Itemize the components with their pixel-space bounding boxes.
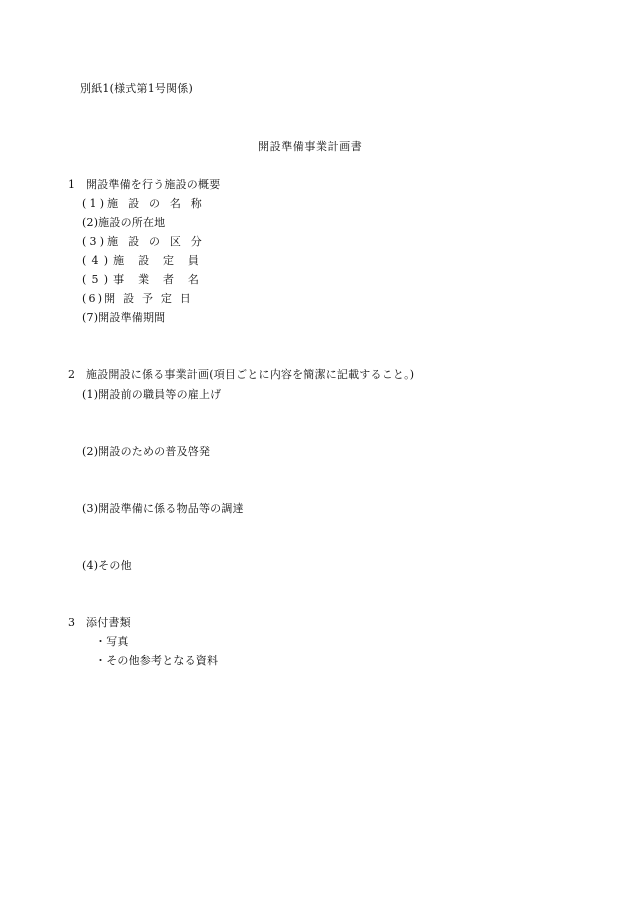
facility-category-label: (3)施 設 の 区 分 bbox=[82, 235, 205, 248]
facility-address-label: (2)施設の所在地 bbox=[82, 216, 166, 229]
section-2-heading: 施設開設に係る事業計画(項目ごとに内容を簡潔に記載すること。) bbox=[86, 368, 415, 381]
section-2-number: 2 bbox=[68, 368, 76, 381]
section-1-heading: 開設準備を行う施設の概要 bbox=[86, 178, 221, 191]
facility-name-label: (1)施 設 の 名 称 bbox=[82, 197, 205, 210]
preparation-period-label: (7)開設準備期間 bbox=[82, 311, 166, 324]
section-1-number: 1 bbox=[68, 178, 76, 191]
other-label: (4)その他 bbox=[82, 559, 132, 572]
procurement-label: (3)開設準備に係る物品等の調達 bbox=[82, 502, 244, 515]
document-title: 開設準備事業計画書 bbox=[258, 140, 363, 153]
attachment-reference-item: ・その他参考となる資料 bbox=[95, 654, 219, 667]
publicity-label: (2)開設のための普及啓発 bbox=[82, 445, 211, 458]
opening-date-label: (6)開 設 予 定 日 bbox=[82, 292, 193, 305]
staff-hiring-label: (1)開設前の職員等の雇上げ bbox=[82, 388, 222, 401]
attachment-photo-item: ・写真 bbox=[95, 635, 129, 648]
form-reference-note: 別紙1(様式第1号関係) bbox=[80, 82, 193, 95]
facility-capacity-label: (4)施 設 定 員 bbox=[82, 254, 205, 267]
section-3-number: 3 bbox=[68, 616, 76, 629]
operator-name-label: (5)事 業 者 名 bbox=[82, 273, 205, 286]
section-3-heading: 添付書類 bbox=[86, 616, 131, 629]
